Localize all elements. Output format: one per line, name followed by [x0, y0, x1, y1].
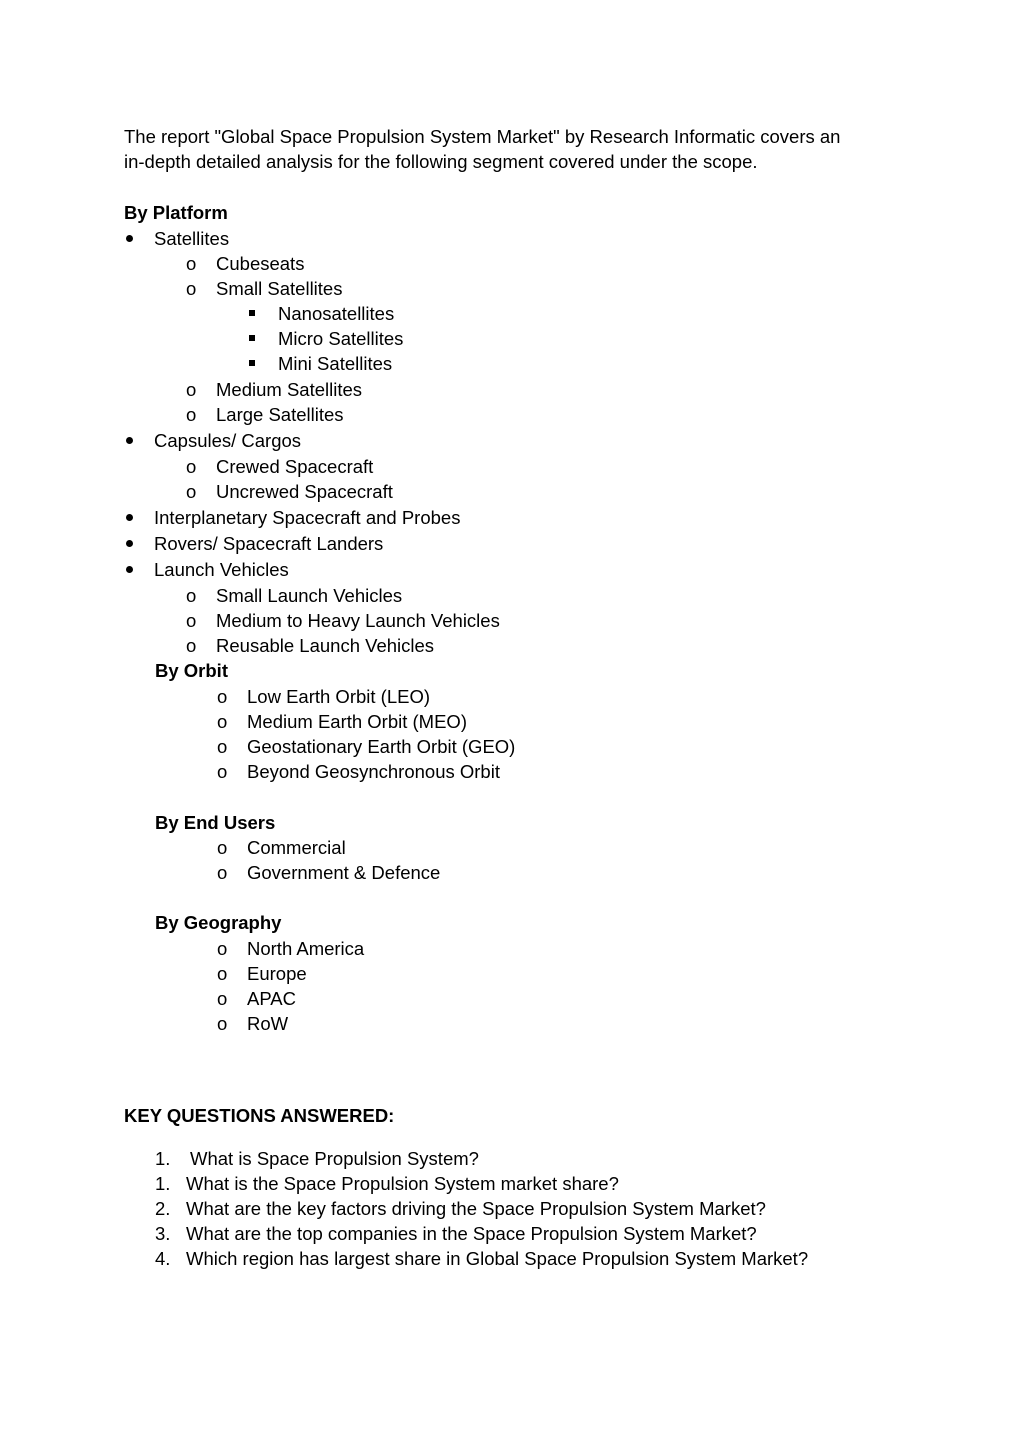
orbit-heading: By Orbit: [155, 660, 228, 681]
question-number: 1.: [155, 1173, 171, 1194]
circle-bullet-icon: o: [186, 610, 197, 631]
circle-bullet-icon: o: [186, 585, 197, 606]
bullet-icon: [126, 540, 133, 547]
square-bullet-icon: [249, 335, 255, 341]
circle-bullet-icon: o: [217, 761, 228, 782]
square-bullet-icon: [249, 310, 255, 316]
circle-bullet-icon: o: [186, 253, 197, 274]
bullet-icon: [126, 566, 133, 573]
circle-bullet-icon: o: [217, 862, 228, 883]
circle-bullet-icon: o: [217, 963, 228, 984]
circle-bullet-icon: o: [217, 1013, 228, 1034]
circle-bullet-icon: o: [186, 635, 197, 656]
circle-bullet-icon: o: [186, 278, 197, 299]
circle-bullet-icon: o: [217, 938, 228, 959]
bullet-icon: [126, 514, 133, 521]
circle-bullet-icon: o: [186, 481, 197, 502]
intro-line-1: The report "Global Space Propulsion System Market" by Research Informatic covers an: [124, 126, 841, 147]
circle-bullet-icon: o: [186, 404, 197, 425]
circle-bullet-icon: o: [217, 736, 228, 757]
circle-bullet-icon: o: [217, 988, 228, 1009]
circle-bullet-icon: o: [186, 456, 197, 477]
circle-bullet-icon: o: [186, 379, 197, 400]
circle-bullet-icon: o: [217, 686, 228, 707]
question-number: 2.: [155, 1198, 171, 1219]
intro-paragraph: [124, 124, 914, 174]
square-bullet-icon: [249, 360, 255, 366]
questions-heading: KEY QUESTIONS ANSWERED:: [124, 1105, 395, 1126]
question-number: 4.: [155, 1248, 171, 1269]
geography-heading: By Geography: [155, 912, 282, 933]
bullet-icon: [126, 437, 133, 444]
end-users-heading: By End Users: [155, 812, 276, 833]
circle-bullet-icon: o: [217, 711, 228, 732]
circle-bullet-icon: o: [217, 837, 228, 858]
intro-line-2: in-depth detailed analysis for the following segment covered under the scope.: [124, 151, 758, 172]
bullet-icon: [126, 235, 133, 242]
question-number: 3.: [155, 1223, 171, 1244]
question-number: 1.: [155, 1148, 171, 1169]
platform-heading: By Platform: [124, 202, 228, 223]
